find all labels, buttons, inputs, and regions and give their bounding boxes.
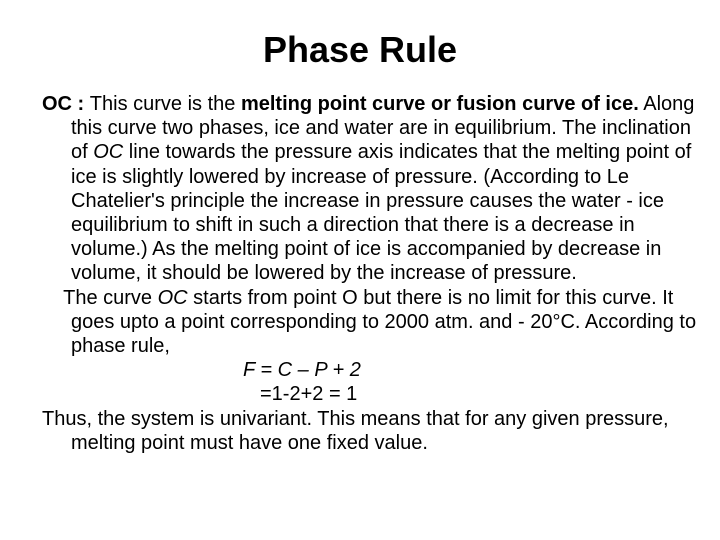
- text-segment: line towards the pressure axis indicates that the melting point of ice is slightly lowered by increase of pressure. (According to Le Chatelier's principle the increase in pressure causes the water - ice equilibrium to shift in such a direction that there is a decrease in volume.) As the melting point of ice is accompanied by decrease in volume, it should be lowered by the increase of pressure.: [71, 141, 692, 285]
- phase-rule-formula: F = C – P + 2: [243, 359, 361, 382]
- text-segment: Along this curve two phases, ice and water are in equilibrium. The inclination of: [71, 93, 695, 164]
- text-segment: This curve is the: [89, 93, 241, 115]
- paragraph-curve-limit: [42, 286, 702, 359]
- bold-term: melting point curve or fusion curve of ice.: [240, 93, 639, 115]
- text-segment: starts from point O but there is no limit for this curve. It goes upto a point corresponding to 2000 atm. and - 20°C. According to phase rule,: [71, 286, 697, 358]
- curve-label: OC :: [42, 93, 90, 115]
- slide-body: [42, 92, 702, 455]
- slide-title: Phase Rule: [262, 29, 458, 70]
- italic-term: OC: [93, 141, 124, 164]
- paragraph-conclusion: Thus, the system is univariant. This means that for any given pressure, melting point must have one fixed value.: [42, 407, 669, 454]
- paragraph-oc-curve: [42, 92, 702, 286]
- phase-rule-result: =1-2+2 = 1: [260, 383, 358, 406]
- italic-term: OC: [157, 286, 188, 309]
- text-segment: The curve: [63, 286, 158, 309]
